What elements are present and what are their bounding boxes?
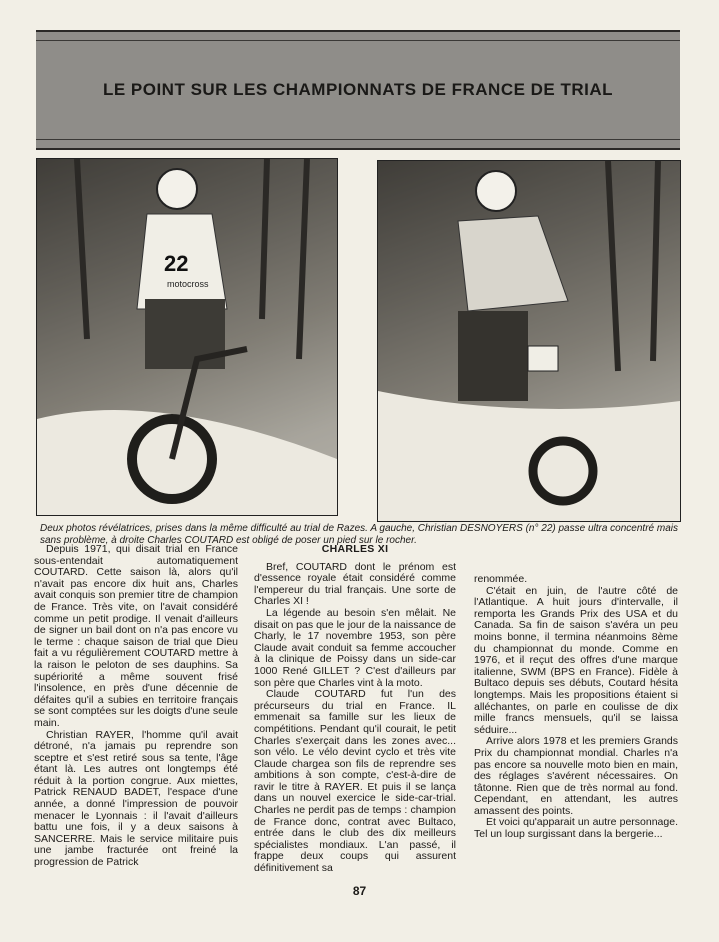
photo-caption: Deux photos révélatrices, prises dans la même difficulté au trial de Razes. A gauche, Christian DESNOYERS (n° 22) passe ultra concentré mais sans problème, à droite Charles COUTARD est obligé de poser un pied sur le rocher. (40, 523, 678, 546)
rider-number: 22 (164, 251, 189, 276)
rider-illustration-right (378, 161, 680, 521)
paragraph: Christian RAYER, l'homme qu'il avait détroné, n'a jamais pu reprendre son sceptre et s'est retiré sous sa tente, l'âge étant là. Les autres ont longtemps été réduit à la portion congrue. Aux miettes, Patrick RENAUD BADET, l'espace d'une année, a donné l'impression de pouvoir menacer le Lyonnais : il l'avait d'ailleurs battu une fois, il y a deux saisons à SANCERRE. Mais le service militaire puis une jambe fracturée ont freiné la progression de Patrick (34, 728, 238, 869)
paragraph: Bref, COUTARD dont le prénom est d'essence royale était considéré comme l'empereur du trial français. Une sorte de Charles XI ! (254, 560, 456, 608)
column-3 (474, 574, 678, 841)
page-title: LE POINT SUR LES CHAMPIONNATS DE FRANCE DE TRIAL (102, 80, 614, 99)
paragraph: Depuis 1971, qui disait trial en France sous-entendait automatiquement COUTARD. Cette saison là, alors qu'il n'avait pas encore dix huit ans, Charles avait conquis son premier titre de champion de France. Très vite, on l'avait considéré comme un petit prodige. Il venait d'ailleurs de signer un bail dont on n'a pas encore vu le terme : chaque saison de trial que Dieu fait a vu régulièrement COUTARD mettre à la raison le peloton de ses dauphins. Sa supériorité a même souvent frisé l'insolence, en près d'une décennie de défaites qu'il a subies en territoire français se sont comptées sur les doigts d'une seule main. (34, 543, 238, 729)
paragraph: C'était en juin, de l'autre côté de l'Atlantique. A huit jours d'intervalle, il remporta les Grands Prix des USA et du Canada. Sa fin de saison s'avéra un peu moins bonne, il termina néanmoins 8ème du championnat du monde. Comme en 1976, et il reçut des offres d'une marque italienne, SWM (BPS en France). Fidèle à Bultaco depuis ses débuts, Coutard hésita longtemps. Mais les propositions étaient si alléchantes, on parle en coulisse de dix mille francs mensuels, qu'il se laissa séduire... (474, 584, 678, 736)
section-heading: CHARLES XI (321, 543, 389, 555)
paragraph: renommée. (474, 573, 528, 585)
title-banner (36, 30, 680, 150)
rider-illustration-left (37, 159, 337, 515)
column-2 (254, 544, 456, 875)
paragraph: Arrive alors 1978 et les premiers Grands Prix du championnat mondial. Charles n'a pas encore sa nouvelle moto bien en main, des réglages s'avérent nécessaires. On tâtonne. Rien que de très normal au fond. Cependant, en attendant, les autres amassent des points. (474, 735, 678, 817)
photo-left (36, 158, 338, 516)
column-1 (34, 544, 238, 869)
paragraph: Et voici qu'apparait un autre personnage. Tel un loup surgissant dans la bergerie... (474, 816, 678, 841)
page-number: 87 (352, 884, 367, 898)
photo-right (377, 160, 681, 522)
paragraph: La légende au besoin s'en mêlait. Ne disait on pas que le jour de la naissance de Charly, le 17 novembre 1953, son père Claude avait conduit sa femme accoucher à la clinique de Poissy dans un side-car 1000 René GILLET ? C'est d'ailleurs par son père que Charles vint à la moto. (254, 606, 456, 689)
rider-bib-text: motocross (167, 279, 209, 289)
paragraph: Claude COUTARD fut l'un des précurseurs du trial en France. IL emmenait sa famille sur les lieux de compétitions. Pendant qu'il courait, le petit Charles s'exerçait dans les zones avec... son vélo. Le vélo devint cyclo et très vite Claude chargea son fils de reprendre ses ambitions à son compte, c'est-à-dire de ravir le titre à RAYER. Et puis il se lança dans un nouvel exercice le side-car-trial. Charles ne perdit pas de temps : champion de France donc, contrat avec Bultaco, entrée dans le club des dix meilleurs spécialistes mondiaux. L'an passé, il frappe deux coups qui assurent définitivement sa (254, 688, 456, 875)
